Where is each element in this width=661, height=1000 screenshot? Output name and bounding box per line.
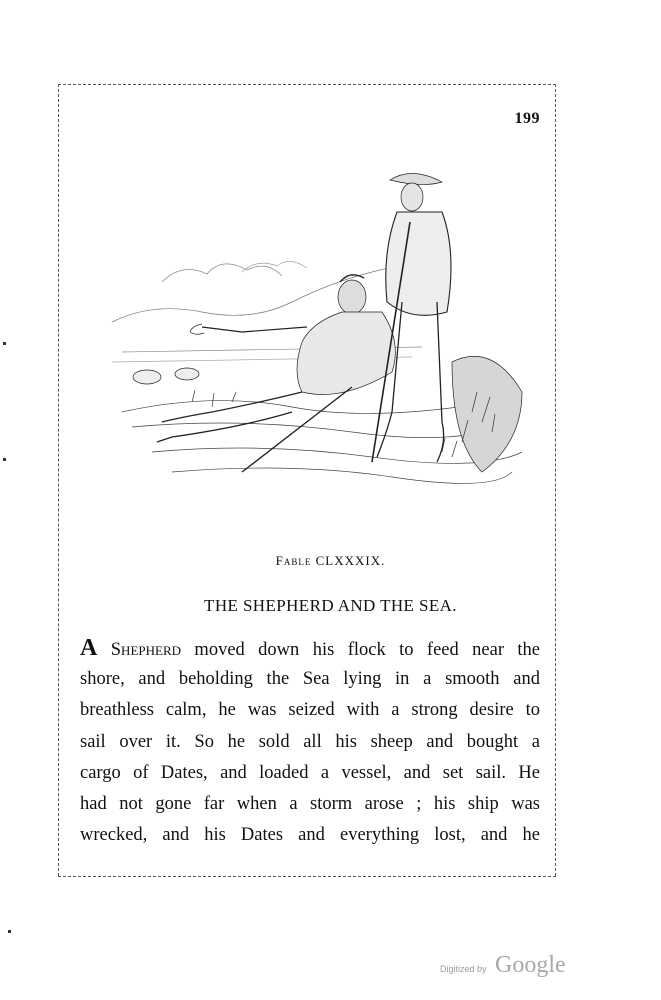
watermark-logo-text: Google (495, 952, 566, 978)
page-number: 199 (514, 110, 540, 127)
body-line-text: moved down his flock to feed near the (181, 640, 540, 660)
page-border-bottom (58, 876, 556, 877)
smallcaps-word: Shepherd (110, 640, 182, 660)
fable-label-numeral: CLXXXIX. (315, 553, 386, 568)
fable-number-label (0, 553, 661, 569)
body-line: shore, and beholding the Sea lying in a smooth and (80, 669, 540, 690)
drop-cap: A (80, 635, 98, 661)
page-border-top (58, 84, 556, 85)
fable-label-prefix: Fable (275, 553, 312, 568)
margin-mark (3, 458, 6, 461)
body-line: wrecked, and his Dates and everything lost, and he (80, 825, 540, 846)
body-line: breathless calm, he was seized with a strong desire to (80, 700, 540, 721)
margin-mark (3, 342, 6, 345)
fable-body-text (80, 633, 540, 851)
engraving-illustration (92, 152, 532, 502)
page-border-left (58, 84, 59, 876)
body-line (80, 633, 540, 664)
margin-mark (8, 930, 11, 933)
digitized-watermark (440, 952, 580, 982)
fable-title: THE SHEPHERD AND THE SEA. (204, 596, 457, 615)
watermark-small-text: Digitized by (440, 964, 487, 974)
body-line: sail over it. So he sold all his sheep and bought a (80, 731, 540, 752)
body-line: had not gone far when a storm arose ; his ship was (80, 793, 540, 814)
body-line: cargo of Dates, and loaded a vessel, and set sail. He (80, 762, 540, 783)
page-border-right (555, 84, 556, 876)
